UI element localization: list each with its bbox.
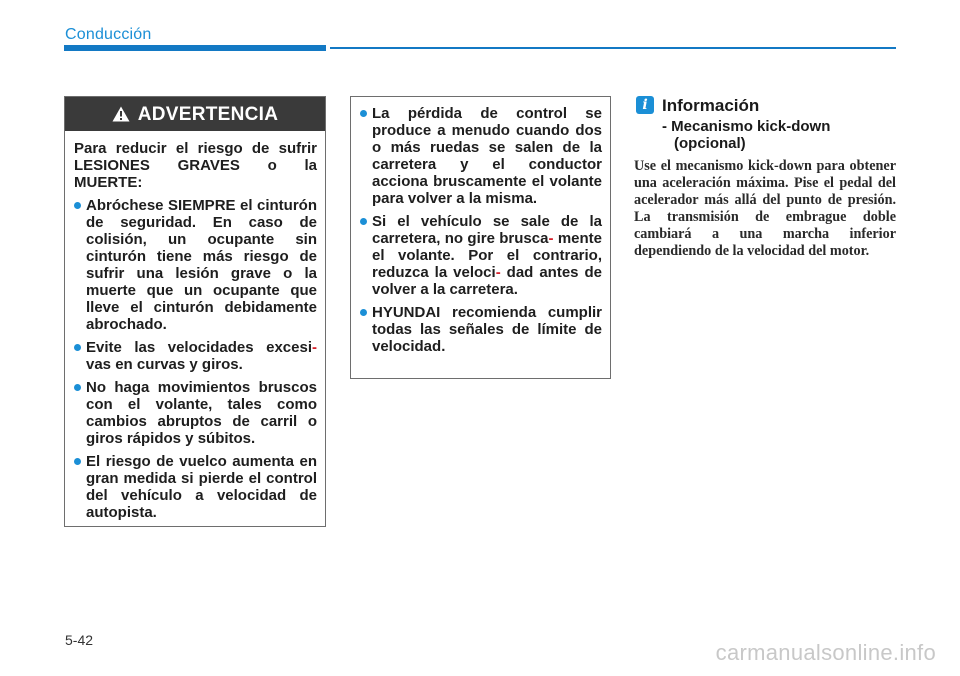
- warning-bullet: [74, 197, 317, 333]
- bullet-icon: [74, 202, 81, 209]
- warning-triangle-icon: [112, 106, 130, 122]
- header-rule-thick: [64, 45, 326, 51]
- warning-bullet-text: No haga movimientos bruscos con el volante, tales como cambios abruptos de carril o giros rápidos y súbitos.: [86, 379, 317, 447]
- warning-intro: Para reducir el riesgo de sufrir LESIONES GRAVES o la MUERTE:: [74, 140, 317, 191]
- warning-box: [64, 96, 326, 527]
- bullet-icon: [74, 344, 81, 351]
- section-title: Conducción: [65, 26, 152, 43]
- hyphen-mark: -: [495, 264, 501, 281]
- page-number: 5-42: [65, 632, 94, 648]
- warning-bullet: [74, 379, 317, 447]
- hyphen-mark: -: [312, 339, 317, 356]
- warning-bullet: [360, 304, 602, 355]
- warning-bullet-text: Si el vehículo se sale de la carretera, no gire brusca- mente el volante. Por el contrario, reduzca la veloci- dad antes de volver a la carretera.: [372, 213, 602, 298]
- bullet-icon: [360, 309, 367, 316]
- warning-bullet-text: El riesgo de vuelco aumenta en gran medida si pierde el control del vehículo a velocidad de autopista.: [86, 453, 317, 521]
- warning-bullet: [360, 105, 602, 207]
- warning-bullet-text: Abróchese SIEMPRE el cinturón de seguridad. En caso de colisión, un ocupante sin cinturón tiene más riesgo de sufrir una lesión grave o la muerte que un ocupante que lleve el cinturón debidamente abrochado.: [86, 197, 317, 333]
- bullet-icon: [360, 110, 367, 117]
- warning-title: ADVERTENCIA: [137, 103, 279, 125]
- warning-header: [65, 97, 325, 131]
- info-subtitle-line2: (opcional): [674, 135, 746, 152]
- info-title: Información: [662, 96, 760, 115]
- bullet-icon: [74, 458, 81, 465]
- warning-continued-box: [350, 96, 611, 379]
- bullet-icon: [360, 218, 367, 225]
- watermark: carmanualsonline.info: [715, 640, 936, 665]
- hyphen-mark: -: [548, 230, 554, 247]
- info-subtitle: [662, 118, 892, 152]
- warning-bullet-text: Evite las velocidades excesi- vas en curvas y giros.: [86, 339, 317, 373]
- warning-bullet: [74, 339, 317, 373]
- warning-bullet-text: HYUNDAI recomienda cumplir todas las señales de límite de velocidad.: [372, 304, 602, 355]
- info-icon: i: [636, 96, 654, 114]
- header-rule-thin: [330, 47, 896, 49]
- bullet-icon: [74, 384, 81, 391]
- info-subtitle-line1: - Mecanismo kick-down: [662, 118, 831, 135]
- warning-bullet-text: La pérdida de control se produce a menudo cuando dos o más ruedas se salen de la carretera y el conductor acciona bruscamente el volante para volver a la misma.: [372, 105, 602, 207]
- info-body: Use el mecanismo kick-down para obtener una aceleración máxima. Pise el pedal del acelerador más allá del punto de presión. La transmisión de embrague doble cambiará a una marcha inferior dependiendo de la velocidad del motor.: [634, 158, 896, 259]
- warning-bullet: [74, 453, 317, 521]
- warning-bullet: [360, 213, 602, 298]
